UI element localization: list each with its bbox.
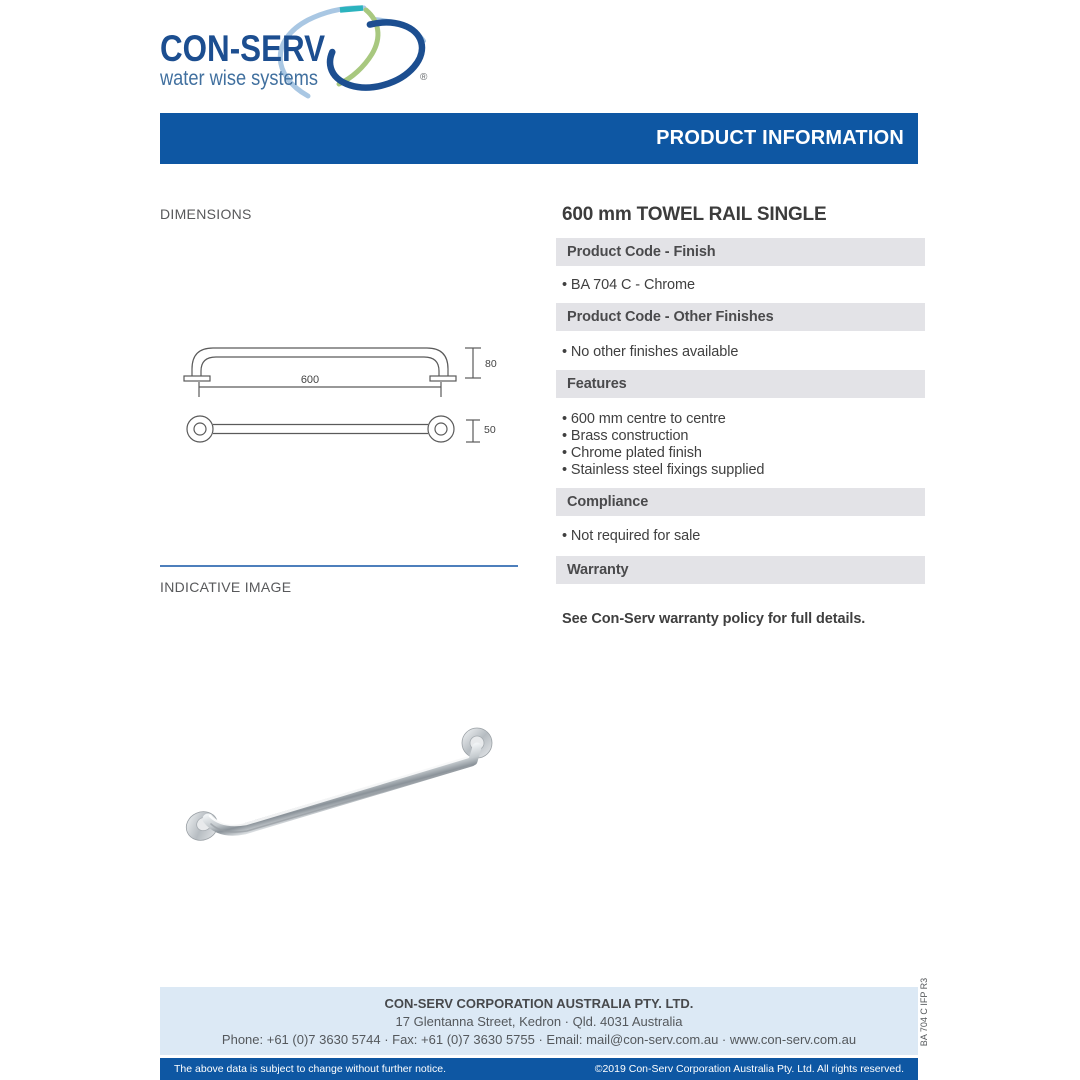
footer-legal-bar	[160, 1058, 918, 1080]
footer-disclaimer: The above data is subject to change without further notice.	[174, 1063, 447, 1075]
list-item: • Brass construction	[562, 428, 922, 445]
depth-dimension-label: 50	[484, 424, 496, 436]
section-heading: Product Code - Other Finishes	[567, 309, 774, 325]
list-item: • Stainless steel fixings supplied	[562, 462, 922, 479]
footer-contact-block	[160, 987, 918, 1055]
footer-company-name: CON-SERV CORPORATION AUSTRALIA PTY. LTD.	[384, 996, 694, 1011]
side-view-drawing	[184, 348, 481, 397]
dimensions-drawing	[180, 335, 510, 455]
section-header-other-finishes	[556, 303, 925, 331]
list-item: • BA 704 C - Chrome	[562, 277, 922, 294]
logo-tagline-text: water wise systems	[159, 67, 318, 90]
section-items-other-finishes	[562, 344, 922, 361]
section-items-features	[562, 411, 922, 479]
logo-teal-segment	[340, 8, 363, 10]
section-header-product-code-finish	[556, 238, 925, 266]
indicative-product-image	[170, 700, 510, 880]
section-items-product-code-finish	[562, 277, 922, 294]
list-item: • Chrome plated finish	[562, 445, 922, 462]
section-heading: Product Code - Finish	[567, 244, 716, 260]
rail-highlight	[210, 757, 468, 825]
registered-trademark-symbol: ®	[420, 72, 428, 83]
list-item: • 600 mm centre to centre	[562, 411, 922, 428]
list-item: • No other finishes available	[562, 344, 922, 361]
document-code-vertical: BA 704 C IFP R3	[919, 977, 929, 1047]
footer-copyright: ©2019 Con-Serv Corporation Australia Pty. Ltd. All rights reserved.	[594, 1063, 904, 1075]
warranty-note: See Con-Serv warranty policy for full details.	[562, 611, 866, 627]
length-dimension-label: 600	[300, 374, 320, 386]
section-heading: Features	[567, 376, 627, 392]
section-items-compliance	[562, 528, 922, 545]
height-dimension-label: 80	[485, 358, 497, 370]
footer-address: 17 Glentanna Street, Kedron · Qld. 4031 Australia	[395, 1014, 683, 1029]
section-header-features	[556, 370, 925, 398]
dimensions-label: DIMENSIONS	[160, 206, 252, 222]
section-heading: Warranty	[567, 562, 629, 578]
list-item: • Not required for sale	[562, 528, 922, 545]
top-view-drawing	[187, 416, 480, 442]
product-title: 600 mm TOWEL RAIL SINGLE	[562, 204, 827, 225]
product-information-banner	[160, 113, 918, 164]
conserv-logo	[158, 4, 458, 104]
section-heading: Compliance	[567, 494, 649, 510]
footer-contact-line: Phone: +61 (0)7 3630 5744 · Fax: +61 (0)7 3630 5755 · Email: mail@con-serv.com.au · www.con-serv.com.au	[221, 1032, 857, 1047]
indicative-image-label: INDICATIVE IMAGE	[160, 579, 292, 595]
section-divider-line	[160, 565, 518, 567]
section-header-compliance	[556, 488, 925, 516]
section-header-warranty	[556, 556, 925, 584]
logo-brand-text: CON-SERV	[160, 28, 326, 69]
banner-title: PRODUCT INFORMATION	[656, 127, 904, 149]
